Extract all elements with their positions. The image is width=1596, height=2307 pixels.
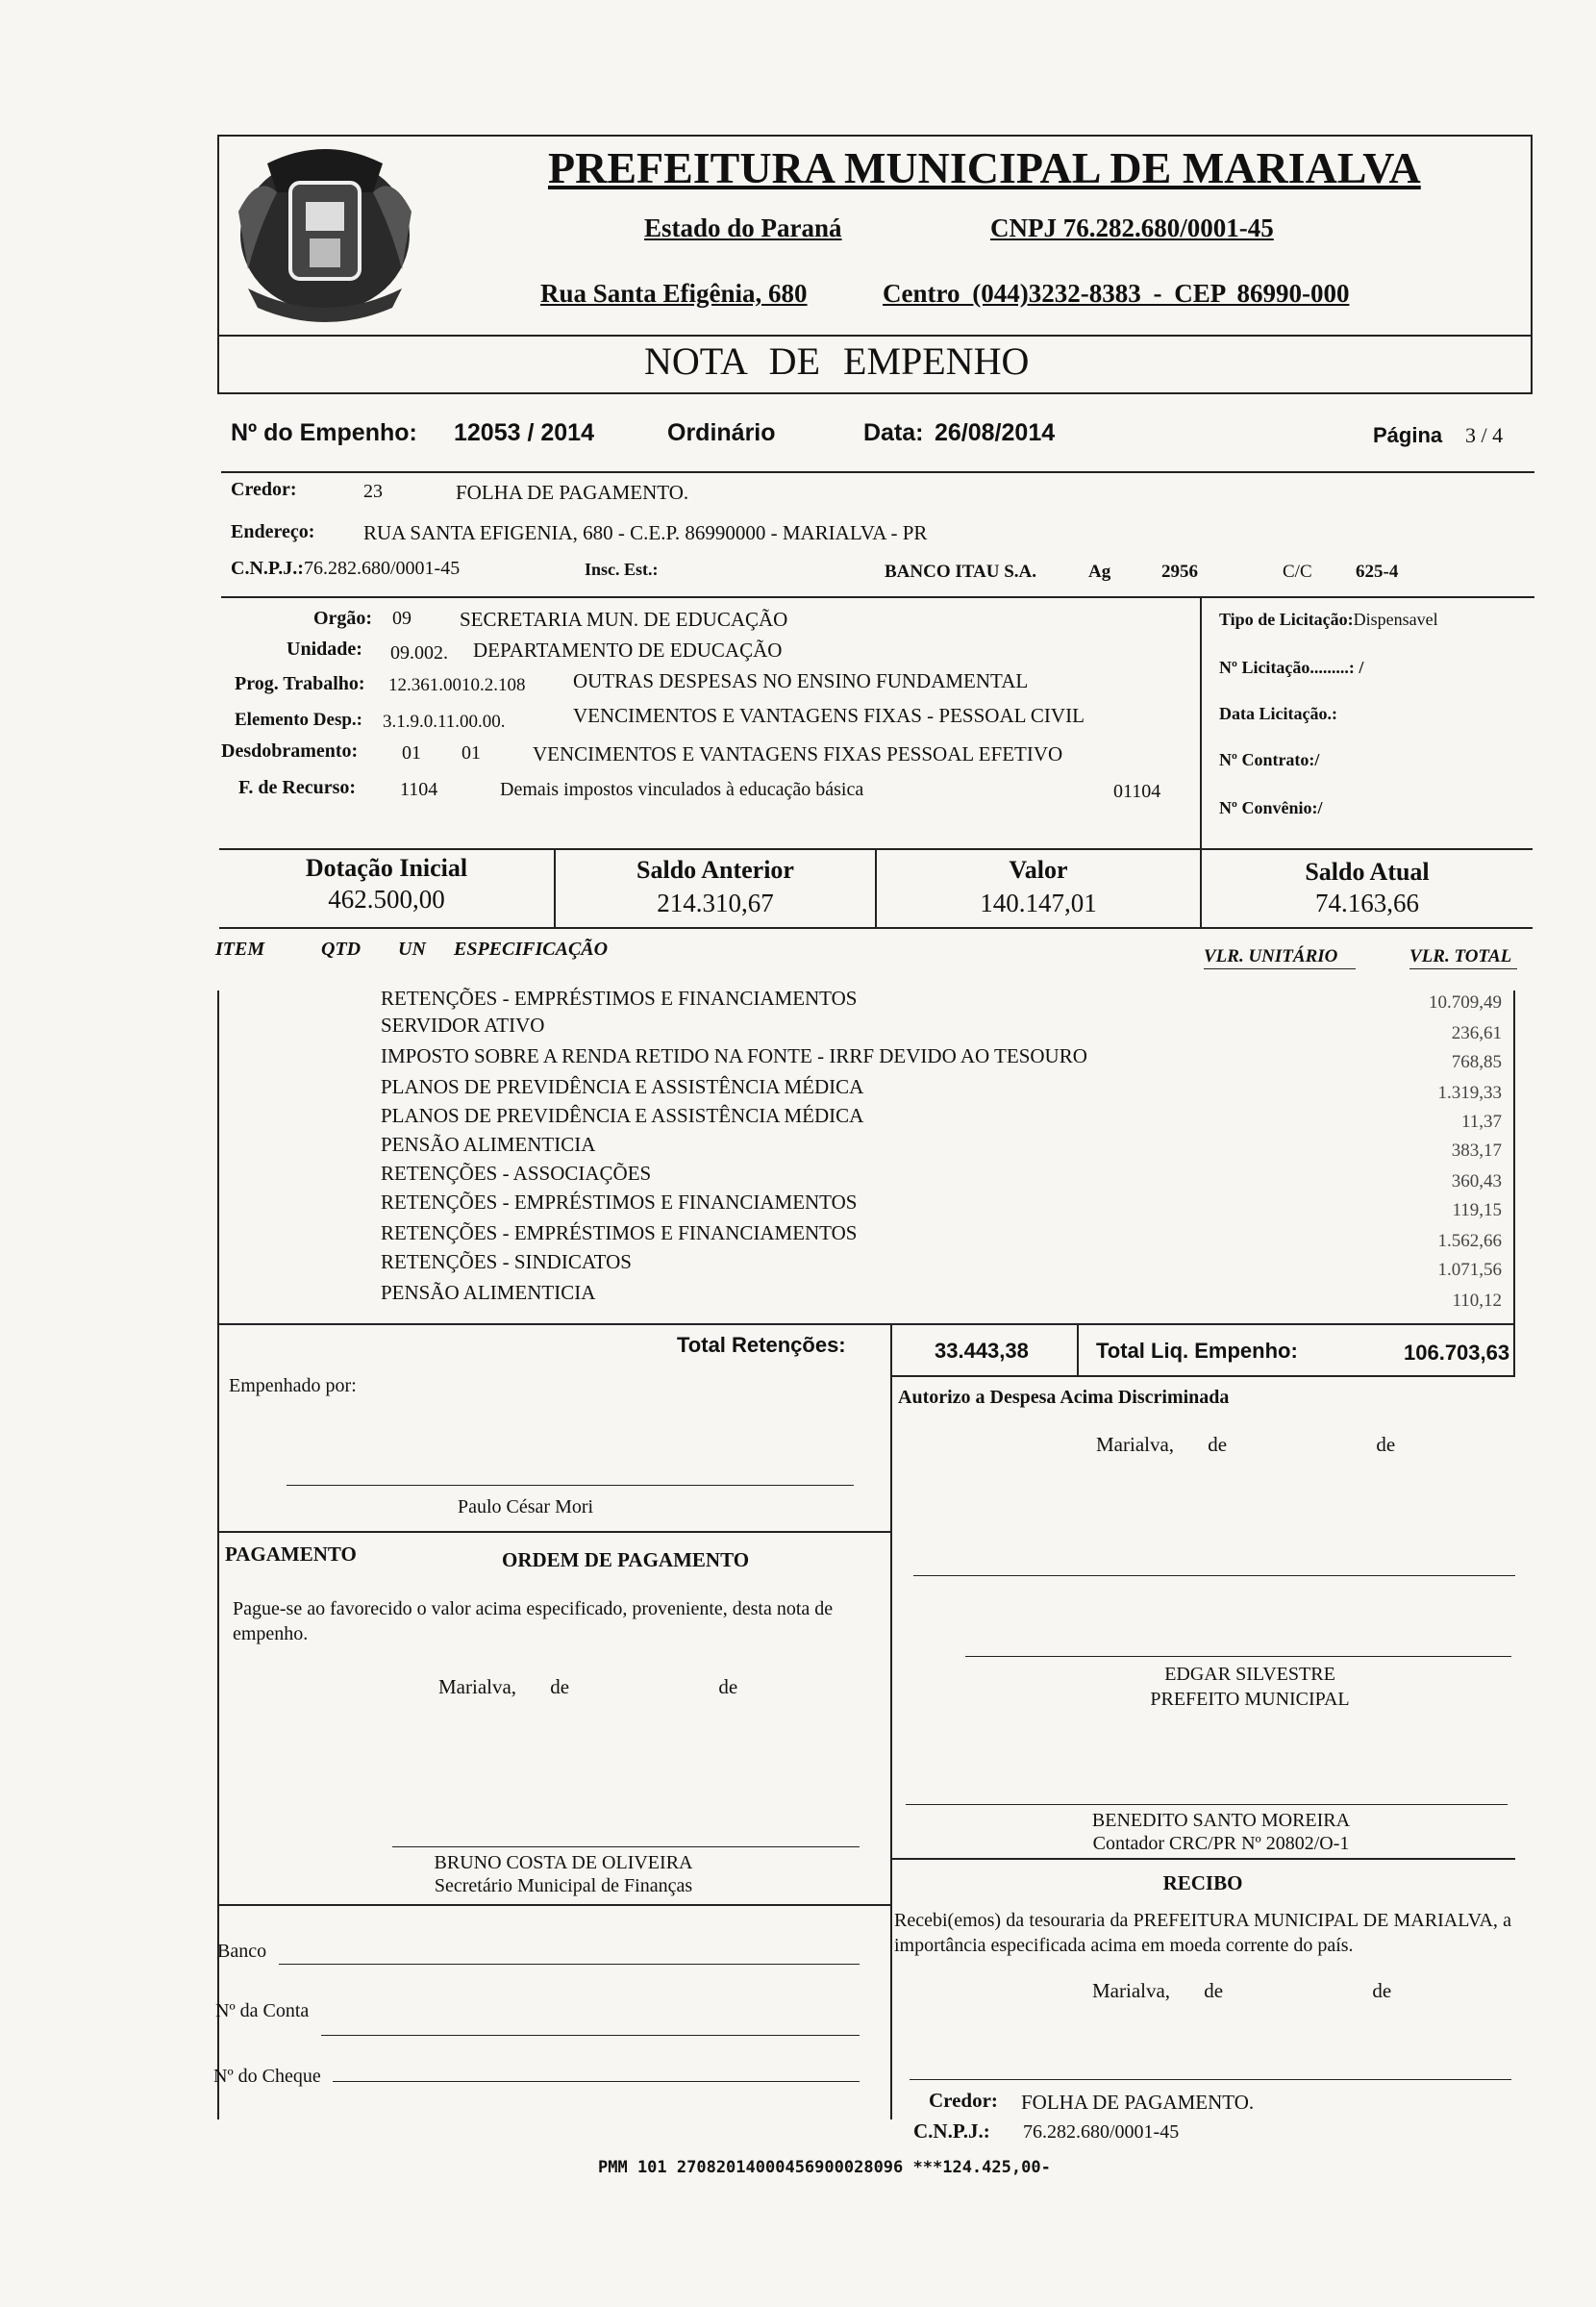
secretario-cargo: Secretário Municipal de Finanças	[434, 1875, 693, 1896]
dotacao-label: Dotação Inicial	[305, 854, 468, 882]
recurso-label: F. de Recurso:	[238, 777, 357, 798]
conta-line	[321, 2035, 860, 2036]
tipo-licitacao	[1219, 610, 1438, 630]
header-divider	[217, 335, 1533, 337]
credor-code: 23	[363, 481, 383, 502]
empenhado-signature-line	[287, 1485, 854, 1486]
total-retencoes-value: 33.443,38	[935, 1339, 1029, 1363]
orgao-name: SECRETARIA MUN. DE EDUCAÇÃO	[460, 608, 788, 631]
prefeito-top-line	[965, 1656, 1511, 1657]
endereco-value: RUA SANTA EFIGENIA, 680 - C.E.P. 86990000 - MARIALVA - PR	[363, 521, 928, 544]
list-item-total: 119,15	[1452, 1200, 1502, 1220]
empenhado-nome: Paulo César Mori	[458, 1496, 594, 1517]
list-item: RETENÇÕES - EMPRÉSTIMOS E FINANCIAMENTOS	[381, 1191, 858, 1214]
list-item-total: 110,12	[1452, 1291, 1502, 1311]
orgao-label: Orgão:	[313, 608, 373, 629]
cheque-label: Nº do Cheque	[213, 2066, 321, 2087]
empenho-number: 12053 / 2014	[454, 419, 594, 446]
totals-sep-1	[890, 1323, 892, 1375]
list-item-total: 11,37	[1460, 1112, 1502, 1132]
totals-top-line	[217, 1323, 1515, 1325]
ordem-signature-line	[913, 1575, 1515, 1576]
banco-line	[279, 1964, 860, 1965]
contador-signature-line	[906, 1804, 1508, 1805]
header-cnpj: CNPJ 76.282.680/0001-45	[990, 213, 1274, 242]
credor-name: FOLHA DE PAGAMENTO.	[456, 481, 689, 504]
dotacao-value: 462.500,00	[328, 885, 445, 914]
account-number: 625-4	[1356, 562, 1399, 582]
list-item-total: 360,43	[1451, 1171, 1502, 1191]
data-licitacao: Data Licitação.:	[1219, 704, 1337, 723]
prog-trabalho-code: 12.361.0010.2.108	[388, 675, 526, 695]
secretario-nome: BRUNO COSTA DE OLIVEIRA	[434, 1852, 693, 1873]
credor-label: Credor:	[231, 479, 297, 500]
list-item-total: 383,17	[1451, 1141, 1502, 1161]
coat-of-arms-seal	[229, 135, 421, 327]
empenho-number-label: Nº do Empenho:	[231, 419, 417, 446]
elemento-name: VENCIMENTOS E VANTAGENS FIXAS - PESSOAL CIVIL	[573, 704, 1085, 727]
pagamento-de-2: de	[718, 1675, 738, 1698]
list-item: PENSÃO ALIMENTICIA	[381, 1133, 596, 1156]
page-label: Página	[1373, 423, 1443, 447]
municipality-title: PREFEITURA MUNICIPAL DE MARIALVA	[548, 143, 1421, 192]
totals-right-border	[1513, 1323, 1515, 1375]
recibo-de-2: de	[1372, 1979, 1392, 2002]
conta-label: Nº da Conta	[215, 2000, 310, 2021]
prog-trabalho-name: OUTRAS DESPESAS NO ENSINO FUNDAMENTAL	[573, 669, 1029, 692]
list-item: RETENÇÕES - EMPRÉSTIMOS E FINANCIAMENTOS	[381, 987, 858, 1010]
saldo-atual-value: 74.163,66	[1315, 889, 1419, 917]
credor-cnpj-label: C.N.P.J.:	[231, 558, 304, 579]
section-divider	[217, 1531, 890, 1533]
tipo-licitacao-value: Dispensavel	[1353, 610, 1438, 629]
desdobramento-code-a: 01	[402, 742, 421, 764]
orgao-code: 09	[392, 608, 411, 629]
recibo-credor-name: FOLHA DE PAGAMENTO.	[1021, 2091, 1255, 2114]
signature-center-divider	[890, 1375, 892, 2119]
desdobramento-code-b: 01	[461, 742, 481, 764]
banco-label: Banco	[217, 1941, 267, 1962]
pagamento-de-1: de	[550, 1675, 570, 1698]
header-contact: Centro (044)3232-8383 - CEP 86990-000	[883, 279, 1350, 308]
list-item-total: 1.562,66	[1437, 1231, 1502, 1251]
desdobramento-label: Desdobramento:	[221, 740, 359, 762]
saldo-atual-label: Saldo Atual	[1305, 858, 1430, 886]
footer-barcode-text: PMM 101 27082014000456900028096 ***124.425,00-	[598, 2158, 1051, 2177]
autorizo-de-1: de	[1208, 1433, 1228, 1456]
ordem-pagamento-label: ORDEM DE PAGAMENTO	[502, 1548, 750, 1571]
list-item: PENSÃO ALIMENTICIA	[381, 1281, 596, 1304]
agency-label: Ag	[1088, 562, 1111, 582]
recibo-cnpj: 76.282.680/0001-45	[1023, 2121, 1180, 2143]
cheque-line	[333, 2081, 860, 2082]
pague-se-text: Pague-se ao favorecido o valor acima especificado, proveniente, desta nota de empenho.	[233, 1598, 834, 1644]
list-item-total: 1.319,33	[1437, 1083, 1502, 1103]
numero-contrato: Nº Contrato:/	[1219, 750, 1320, 769]
unidade-label: Unidade:	[287, 639, 362, 660]
recurso-name: Demais impostos vinculados à educação básica	[500, 779, 864, 800]
list-item-total: 1.071,56	[1437, 1260, 1502, 1280]
list-item: RETENÇÕES - EMPRÉSTIMOS E FINANCIAMENTOS	[381, 1221, 858, 1244]
contador-cargo: Contador CRC/PR Nº 20802/O-1	[1092, 1833, 1350, 1854]
header-street: Rua Santa Efigênia, 680	[540, 279, 808, 308]
recurso-code-2: 01104	[1113, 781, 1161, 802]
items-right-border	[1513, 991, 1515, 1323]
list-item-total: 768,85	[1451, 1052, 1502, 1072]
empenho-date-label: Data:	[863, 419, 924, 446]
empenho-divider	[221, 471, 1534, 473]
saldos-bottom-line	[219, 927, 1533, 929]
credor-cnpj: 76.282.680/0001-45	[304, 558, 461, 579]
page-number: 3 / 4	[1465, 423, 1504, 447]
empenhado-por-label: Empenhado por:	[229, 1375, 357, 1396]
bank-section-divider	[217, 1904, 890, 1906]
recibo-de-1: de	[1204, 1979, 1224, 2002]
insc-est-label: Insc. Est.:	[585, 560, 659, 579]
recibo-cnpj-label: C.N.P.J.:	[913, 2119, 990, 2143]
recibo-city: Marialva,	[1092, 1979, 1171, 2002]
total-retencoes-label: Total Retenções:	[677, 1333, 846, 1357]
autorizo-label: Autorizo a Despesa Acima Discriminada	[898, 1387, 1230, 1408]
col-valor-unitario: VLR. UNITÁRIO	[1204, 946, 1338, 966]
col-valor-unitario-underline	[1204, 968, 1356, 969]
document-title: NOTA DE EMPENHO	[644, 339, 1030, 383]
autorizo-date	[1096, 1433, 1395, 1457]
items-left-border	[217, 991, 219, 1323]
state-label: Estado do Paraná	[644, 213, 842, 242]
credor-recibo-line	[910, 2079, 1511, 2080]
tipo-licitacao-label: Tipo de Licitação:	[1219, 610, 1354, 629]
list-item: RETENÇÕES - SINDICATOS	[381, 1250, 632, 1273]
saldo-anterior-label: Saldo Anterior	[636, 856, 794, 884]
recurso-code: 1104	[400, 779, 438, 800]
autorizo-de-2: de	[1376, 1433, 1396, 1456]
bank-name: BANCO ITAU S.A.	[885, 562, 1037, 582]
credor-divider	[221, 596, 1534, 598]
valor-value: 140.147,01	[980, 889, 1097, 917]
total-liquido-value: 106.703,63	[1404, 1341, 1510, 1365]
col-valor-total: VLR. TOTAL	[1409, 946, 1512, 966]
saldo-anterior-value: 214.310,67	[657, 889, 774, 917]
prefeito-nome: EDGAR SILVESTRE	[1164, 1664, 1335, 1685]
elemento-label: Elemento Desp.:	[235, 710, 362, 730]
contador-nome: BENEDITO SANTO MOREIRA	[1091, 1810, 1351, 1831]
account-label: C/C	[1283, 562, 1312, 582]
recibo-date	[1092, 1979, 1391, 2003]
recibo-text: Recebi(emos) da tesouraria da PREFEITURA MUNICIPAL DE MARIALVA, a importância especificada acima em moeda corrente do país.	[894, 1910, 1511, 1956]
list-item: PLANOS DE PREVIDÊNCIA E ASSISTÊNCIA MÉDICA	[381, 1104, 864, 1127]
list-item-total: 236,61	[1451, 1023, 1502, 1043]
valor-label: Valor	[1009, 856, 1068, 884]
list-item-total: 10.709,49	[1429, 992, 1502, 1013]
list-item: IMPOSTO SOBRE A RENDA RETIDO NA FONTE - IRRF DEVIDO AO TESOURO	[381, 1044, 1087, 1067]
empenho-date: 26/08/2014	[935, 419, 1056, 446]
prefeito-cargo: PREFEITO MUNICIPAL	[1150, 1689, 1350, 1710]
total-liquido-label: Total Liq. Empenho:	[1096, 1339, 1298, 1363]
unidade-name: DEPARTAMENTO DE EDUCAÇÃO	[473, 639, 783, 662]
col-especificacao: ESPECIFICAÇÃO	[454, 939, 609, 960]
totals-mid-line	[890, 1375, 1515, 1377]
agency-number: 2956	[1161, 562, 1198, 582]
numero-convenio: Nº Convênio:/	[1219, 798, 1323, 817]
prog-trabalho-label: Prog. Trabalho:	[235, 673, 365, 694]
totals-sep-2	[1077, 1323, 1079, 1375]
autorizo-city: Marialva,	[1096, 1433, 1175, 1456]
recibo-label: RECIBO	[1162, 1871, 1243, 1894]
licitacao-left-border	[1200, 596, 1202, 848]
list-item: PLANOS DE PREVIDÊNCIA E ASSISTÊNCIA MÉDICA	[381, 1075, 864, 1098]
recibo-top-line	[890, 1858, 1515, 1860]
list-item: SERVIDOR ATIVO	[381, 1014, 545, 1037]
pagamento-date	[438, 1675, 737, 1699]
col-item: ITEM	[215, 939, 265, 960]
numero-licitacao: Nº Licitação.........: /	[1219, 658, 1364, 677]
pagamento-city: Marialva,	[438, 1675, 517, 1698]
elemento-code: 3.1.9.0.11.00.00.	[383, 712, 506, 732]
recibo-credor-label: Credor:	[929, 2089, 998, 2112]
empenho-type: Ordinário	[667, 419, 776, 446]
desdobramento-name: VENCIMENTOS E VANTAGENS FIXAS PESSOAL EFETIVO	[533, 742, 1063, 765]
col-qtd: QTD	[321, 939, 362, 960]
list-item: RETENÇÕES - ASSOCIAÇÕES	[381, 1162, 652, 1185]
col-un: UN	[398, 939, 426, 960]
endereco-label: Endereço:	[231, 521, 315, 542]
unidade-code: 09.002.	[390, 642, 448, 664]
secretario-signature-line	[392, 1846, 860, 1847]
pagamento-label: PAGAMENTO	[225, 1542, 357, 1566]
col-valor-total-underline	[1409, 968, 1517, 969]
